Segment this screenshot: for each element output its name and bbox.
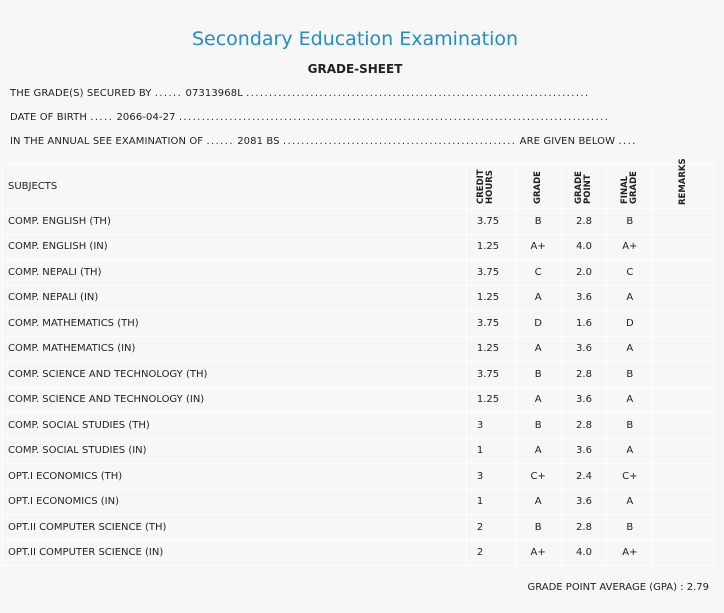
grade-cell: A+ [515,540,561,566]
grade-point-cell: 3.6 [561,387,607,413]
credit-hours-cell: 3 [466,464,515,490]
subjects-header: SUBJECTS [3,165,467,209]
subject-cell: COMP. ENGLISH (IN) [3,234,467,260]
credit-hours-cell: 1.25 [466,234,515,260]
subject-cell: OPT.I ECONOMICS (IN) [3,489,467,515]
credit-hours-cell: 3.75 [466,209,515,235]
grade-cell: A [515,336,561,362]
remarks-cell [653,489,714,515]
gpa-value: 2.79 [686,582,709,593]
remarks-cell [653,438,714,464]
final-grade-cell: A [607,285,653,311]
subject-cell: COMP. NEPALI (TH) [3,260,467,286]
table-row [3,540,714,566]
credit-hours-cell: 1 [466,438,515,464]
final-grade-cell: A [607,438,653,464]
grade-cell: A+ [515,234,561,260]
credit-hours-header: CREDIT HOURS [466,165,515,209]
grade-point-cell: 1.6 [561,311,607,337]
grade-point-cell: 2.4 [561,464,607,490]
remarks-cell [653,285,714,311]
table-row [3,413,714,439]
subject-cell: OPT.I ECONOMICS (TH) [3,464,467,490]
grade-cell: C+ [515,464,561,490]
final-grade-cell: B [607,413,653,439]
credit-hours-cell: 3.75 [466,362,515,388]
remarks-cell [653,336,714,362]
page-title: Secondary Education Examination [191,28,519,50]
grades-table [2,158,714,566]
table-row [3,234,714,260]
table-row [3,515,714,541]
grade-point-cell: 2.0 [561,260,607,286]
remarks-cell [653,464,714,490]
final-grade-cell: A+ [607,540,653,566]
credit-hours-cell: 1.25 [466,387,515,413]
table-row [3,336,714,362]
credit-hours-cell: 2 [466,515,515,541]
grade-cell: A [515,285,561,311]
secured-by-label: THE GRADE(S) SECURED BY [10,88,152,99]
grade-point-header: GRADE POINT [561,165,607,209]
dob-label: DATE OF BIRTH [10,112,87,123]
remarks-cell [653,540,714,566]
grade-cell: C [515,260,561,286]
dob-value: 2066-04-27 [116,112,176,123]
table-row [3,285,714,311]
final-grade-cell: D [607,311,653,337]
final-grade-cell: A [607,336,653,362]
final-grade-cell: C [607,260,653,286]
subject-cell: OPT.II COMPUTER SCIENCE (TH) [3,515,467,541]
grade-point-cell: 3.6 [561,336,607,362]
grade-point-cell: 2.8 [561,209,607,235]
final-grade-cell: A+ [607,234,653,260]
table-row [3,464,714,490]
final-grade-cell: C+ [607,464,653,490]
table-row [3,311,714,337]
credit-hours-cell: 1.25 [466,285,515,311]
secured-by-line: THE GRADE(S) SECURED BY ...... 07313968L ........................................................................... [10,88,590,99]
remarks-cell [653,311,714,337]
remarks-cell [653,234,714,260]
gpa-label: GRADE POINT AVERAGE (GPA) : [527,582,684,593]
grade-cell: A [515,489,561,515]
credit-hours-cell: 3 [466,413,515,439]
subject-cell: COMP. ENGLISH (TH) [3,209,467,235]
table-row [3,209,714,235]
table-row [3,387,714,413]
subject-cell: COMP. SOCIAL STUDIES (TH) [3,413,467,439]
dob-line: DATE OF BIRTH ..... 2066-04-27 .............................................................................................. [10,112,610,123]
subject-cell: COMP. SCIENCE AND TECHNOLOGY (IN) [3,387,467,413]
grade-sheet-heading: GRADE-SHEET [307,62,403,76]
grade-cell: A [515,438,561,464]
grade-header: GRADE [515,165,561,209]
final-grade-cell: B [607,362,653,388]
final-grade-cell: A [607,387,653,413]
gpa-line [527,582,709,593]
grade-point-cell: 2.8 [561,413,607,439]
final-grade-cell: A [607,489,653,515]
subject-cell: COMP. MATHEMATICS (IN) [3,336,467,362]
credit-hours-cell: 3.75 [466,311,515,337]
credit-hours-cell: 1 [466,489,515,515]
remarks-header: REMARKS [653,165,714,209]
credit-hours-cell: 1.25 [466,336,515,362]
symbol-number: 07313968L [185,88,243,99]
remarks-cell [653,362,714,388]
subject-cell: OPT.II COMPUTER SCIENCE (IN) [3,540,467,566]
remarks-cell [653,515,714,541]
grade-cell: B [515,515,561,541]
exam-line: IN THE ANNUAL SEE EXAMINATION OF ...... 2081 BS ................................................... ARE GIVEN BELOW .... [10,136,637,147]
exam-suffix: ARE GIVEN BELOW [519,136,616,147]
grade-point-cell: 3.6 [561,489,607,515]
table-header-row [3,165,714,209]
remarks-cell [653,260,714,286]
grade-point-cell: 4.0 [561,540,607,566]
table-row [3,489,714,515]
remarks-cell [653,209,714,235]
grade-cell: D [515,311,561,337]
exam-year: 2081 BS [237,136,280,147]
remarks-cell [653,413,714,439]
table-row [3,362,714,388]
grade-cell: B [515,413,561,439]
subject-cell: COMP. NEPALI (IN) [3,285,467,311]
table-row [3,438,714,464]
final-grade-cell: B [607,515,653,541]
subject-cell: COMP. MATHEMATICS (TH) [3,311,467,337]
grade-cell: B [515,362,561,388]
grade-point-cell: 3.6 [561,438,607,464]
grade-cell: B [515,209,561,235]
remarks-cell [653,387,714,413]
subject-cell: COMP. SCIENCE AND TECHNOLOGY (TH) [3,362,467,388]
grade-point-cell: 3.6 [561,285,607,311]
subject-cell: COMP. SOCIAL STUDIES (IN) [3,438,467,464]
exam-label: IN THE ANNUAL SEE EXAMINATION OF [10,136,204,147]
final-grade-header: FINAL GRADE [607,165,653,209]
final-grade-cell: B [607,209,653,235]
grade-point-cell: 2.8 [561,515,607,541]
credit-hours-cell: 3.75 [466,260,515,286]
credit-hours-cell: 2 [466,540,515,566]
grade-point-cell: 2.8 [561,362,607,388]
grade-point-cell: 4.0 [561,234,607,260]
grade-cell: A [515,387,561,413]
table-row [3,260,714,286]
